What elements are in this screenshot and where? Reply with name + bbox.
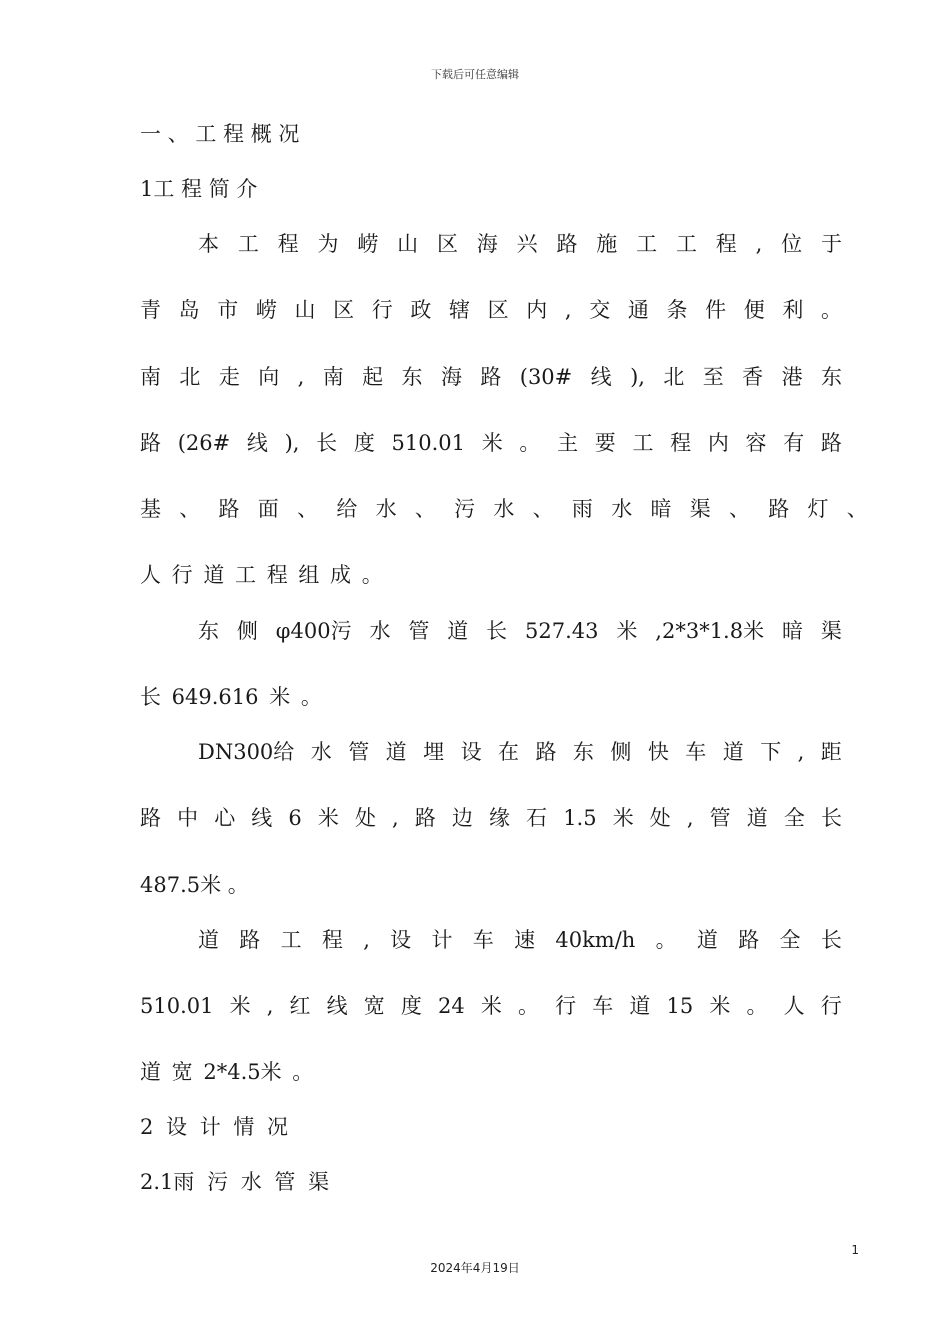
paragraph-line: 基 、 路 面 、 给 水 、 污 水 、 雨 水 暗 渠 、 路 灯 、 (140, 497, 868, 521)
paragraph-line: 道 宽 2*4.5米 。 (140, 1060, 314, 1084)
paragraph-line: 路 中 心 线 6 米 处 , 路 边 缘 石 1.5 米 处 , 管 道 全 长 (140, 806, 842, 830)
page-header: 下载后可任意编辑 (431, 68, 519, 81)
paragraph-line: 东 侧 φ400污 水 管 道 长 527.43 米 ,2*3*1.8米 暗 渠 (198, 619, 842, 643)
page-number: 1 (851, 1243, 859, 1257)
paragraph-line: 道 路 工 程 , 设 计 车 速 40km/h 。 道 路 全 长 (198, 928, 842, 952)
paragraph-line: 人 行 道 工 程 组 成 。 (140, 563, 383, 587)
paragraph-line: 510.01 米 , 红 线 宽 度 24 米 。 行 车 道 15 米 。 人 行 (140, 994, 842, 1018)
paragraph-line: 487.5米 。 (140, 873, 249, 897)
paragraph-line: 本 工 程 为 崂 山 区 海 兴 路 施 工 工 程 , 位 于 (198, 232, 842, 256)
page-footer-date: 2024年4月19日 (430, 1261, 520, 1275)
paragraph-line: 长 649.616 米 。 (140, 685, 322, 709)
subsection-heading: 2.1雨 污 水 管 渠 (140, 1170, 330, 1194)
paragraph-line: DN300给 水 管 道 埋 设 在 路 东 侧 快 车 道 下 , 距 (198, 740, 842, 764)
subsection-heading: 1工 程 简 介 (140, 177, 258, 201)
paragraph-line: 南 北 走 向 , 南 起 东 海 路 (30# 线 ), 北 至 香 港 东 (140, 365, 842, 389)
paragraph-line: 青 岛 市 崂 山 区 行 政 辖 区 内 , 交 通 条 件 便 利 。 (140, 298, 842, 322)
section-heading: 一 、 工 程 概 况 (140, 122, 300, 146)
section-heading: 2 设 计 情 况 (140, 1115, 289, 1139)
paragraph-line: 路 (26# 线 ), 长 度 510.01 米 。 主 要 工 程 内 容 有 路 (140, 431, 842, 455)
